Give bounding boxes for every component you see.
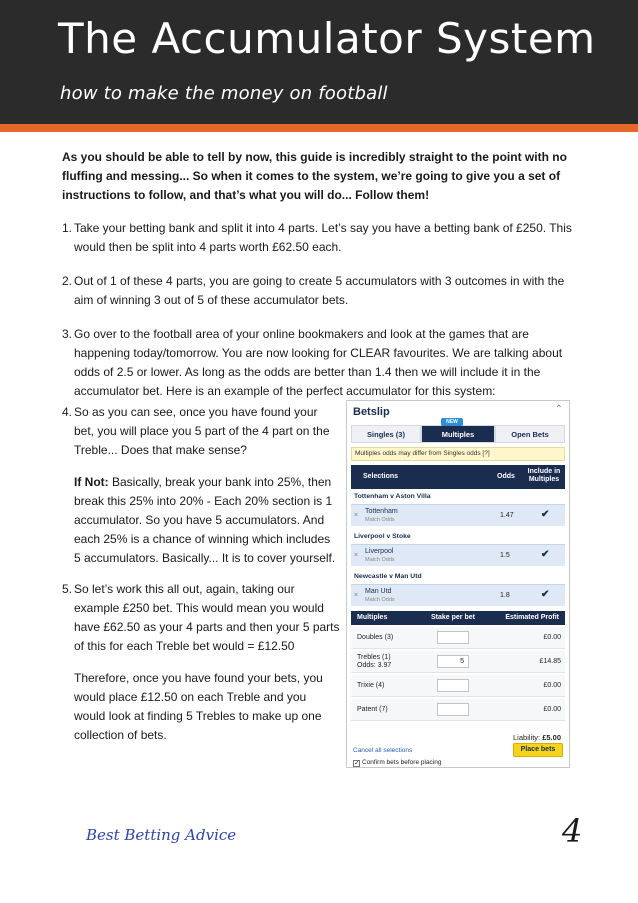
step-1 bbox=[62, 219, 582, 257]
tab-open-bets[interactable]: Open Bets bbox=[495, 425, 565, 443]
step-text: Go over to the football area of your online bookmakers and look at the games that are happening today/tomorrow. You are now looking for CLEAR favourites. We are talking about odds of 2.5 or lower. As long as the odds are better than 1.4 then we will include it in the accumulator bet. Here is an example of the perfect accumulator for this system: bbox=[74, 327, 563, 398]
multiple-label: Trixie (4) bbox=[357, 682, 385, 689]
page-subtitle: how to make the money on football bbox=[60, 83, 388, 104]
col-include: Include in Multiples bbox=[527, 468, 561, 483]
multiple-row bbox=[351, 627, 565, 649]
event-name: Newcastle v Man Utd bbox=[351, 571, 565, 583]
stake-input[interactable] bbox=[437, 703, 469, 716]
col-stake: Stake per bet bbox=[431, 614, 475, 621]
intro-paragraph: As you should be able to tell by now, this guide is incredibly straight to the point with no fluffing and messing... So when it comes to the system, we’re going to give you a set of instructions to follow, and that’s what you will do... Follow them! bbox=[62, 150, 567, 202]
selection-name: Liverpool bbox=[365, 548, 394, 555]
step-3 bbox=[62, 325, 582, 401]
remove-icon[interactable]: × bbox=[354, 592, 359, 599]
chevron-up-icon[interactable]: ⌃ bbox=[554, 404, 563, 415]
multiple-profit: £14.85 bbox=[539, 658, 561, 665]
selections-header bbox=[351, 465, 565, 489]
selection-market: Match Odds bbox=[365, 597, 395, 603]
col-profit: Estimated Profit bbox=[505, 614, 559, 621]
multiple-label: Patent (7) bbox=[357, 706, 388, 713]
selection-market: Match Odds bbox=[365, 557, 395, 563]
liability-value: £5.00 bbox=[542, 733, 561, 742]
step-text: So as you can see, once you have found your bet, you will place you 5 part of the 4 part on the Treble... Does that make sense? bbox=[74, 405, 330, 457]
multiple-odds: Odds: 3.97 bbox=[357, 662, 392, 669]
page-title: The Accumulator System bbox=[58, 14, 596, 63]
multiple-profit: £0.00 bbox=[543, 706, 561, 713]
betslip-tabs bbox=[351, 425, 565, 443]
step-number: 3. bbox=[62, 327, 73, 341]
confirm-label: Confirm bets before placing bbox=[362, 759, 442, 766]
checkbox-checked-icon[interactable]: ✔ bbox=[541, 589, 550, 600]
selection-odds: 1.5 bbox=[500, 552, 510, 559]
multiples-note: Multiples odds may differ from Singles odds [?] bbox=[351, 447, 565, 461]
left-column bbox=[62, 403, 340, 757]
betslip-title: Betslip bbox=[353, 406, 390, 418]
footer-link[interactable]: Best Betting Advice bbox=[86, 826, 237, 844]
multiple-row bbox=[351, 675, 565, 697]
multiple-profit: £0.00 bbox=[543, 682, 561, 689]
page-header bbox=[0, 0, 638, 128]
multiple-label: Doubles (3) bbox=[357, 634, 394, 641]
step-text: So let’s work this all out, again, taking our example £250 bet. This would mean you would have £62.50 as your 4 parts and then your 5 parts of this for each Treble bet would = £12.50 bbox=[74, 582, 340, 653]
event-name: Liverpool v Stoke bbox=[351, 531, 565, 543]
multiple-row bbox=[351, 699, 565, 721]
multiple-profit: £0.00 bbox=[543, 634, 561, 641]
multiple-label: Trebles (1) bbox=[357, 654, 391, 661]
checkbox-checked-icon[interactable]: ✓ bbox=[354, 760, 360, 767]
liability-label: Liability: bbox=[513, 733, 541, 742]
betslip-screenshot bbox=[346, 400, 570, 768]
step-text: Take your betting bank and split it into 4 parts. Let’s say you have a betting bank of £250. This would then be split into 4 parts worth £62.50 each. bbox=[74, 221, 572, 254]
event-name: Tottenham v Aston Villa bbox=[351, 491, 565, 503]
checkbox-checked-icon[interactable]: ✔ bbox=[541, 549, 550, 560]
col-selections: Selections bbox=[363, 473, 399, 480]
main-content bbox=[62, 148, 582, 416]
step-subtext: Therefore, once you have found your bets, you would place £12.50 on each Treble and you would look at finding 5 Trebles to make up one collection of bets. bbox=[74, 671, 323, 742]
selection-market: Match Odds bbox=[365, 517, 395, 523]
remove-icon[interactable]: × bbox=[354, 552, 359, 559]
selection-name: Tottenham bbox=[365, 508, 398, 515]
selection-row bbox=[351, 544, 565, 566]
remove-icon[interactable]: × bbox=[354, 512, 359, 519]
col-multiples: Multiples bbox=[357, 614, 388, 621]
step-text: Out of 1 of these 4 parts, you are going to create 5 accumulators with 3 outcomes in with the aim of winning 3 out of 5 of these accumulator bets. bbox=[74, 274, 565, 307]
step-2 bbox=[62, 272, 582, 310]
stake-input[interactable] bbox=[437, 679, 469, 692]
step-5 bbox=[62, 580, 340, 745]
selection-odds: 1.8 bbox=[500, 592, 510, 599]
stake-input[interactable] bbox=[437, 631, 469, 644]
selection-odds: 1.47 bbox=[500, 512, 514, 519]
tab-singles[interactable]: Singles (3) bbox=[351, 425, 421, 443]
step-number: 2. bbox=[62, 274, 73, 288]
step-subtext bbox=[74, 473, 340, 568]
confirm-checkbox-row[interactable] bbox=[353, 759, 442, 767]
new-badge: NEW bbox=[441, 418, 463, 426]
step-number: 5. bbox=[62, 582, 73, 596]
sub-text: Basically, break your bank into 25%, then break this 25% into 20% - Each 20% section is 1 accumulator. So you have 5 accumulators. And each 25% is a chance of winning which includes 5 accumulators. Basically... It is to cover yourself. bbox=[74, 475, 336, 565]
cancel-all-link[interactable]: Cancel all selections bbox=[353, 747, 413, 754]
sub-bold-label: If Not: bbox=[74, 475, 109, 489]
liability bbox=[351, 733, 565, 743]
col-odds: Odds bbox=[497, 473, 515, 480]
selection-name: Man Utd bbox=[365, 588, 392, 595]
page-number: 4 bbox=[562, 812, 583, 850]
multiple-row bbox=[351, 651, 565, 673]
step-number: 1. bbox=[62, 221, 73, 235]
selection-row bbox=[351, 584, 565, 606]
tab-multiples[interactable]: Multiples bbox=[421, 425, 495, 443]
step-4 bbox=[62, 403, 340, 568]
checkbox-checked-icon[interactable]: ✔ bbox=[541, 509, 550, 520]
step-number: 4. bbox=[62, 405, 73, 419]
stake-input[interactable]: 5 bbox=[437, 655, 469, 668]
selection-row bbox=[351, 504, 565, 526]
header-accent-stripe bbox=[0, 124, 638, 132]
place-bets-button[interactable]: Place bets bbox=[513, 743, 563, 757]
multiples-header bbox=[351, 611, 565, 625]
